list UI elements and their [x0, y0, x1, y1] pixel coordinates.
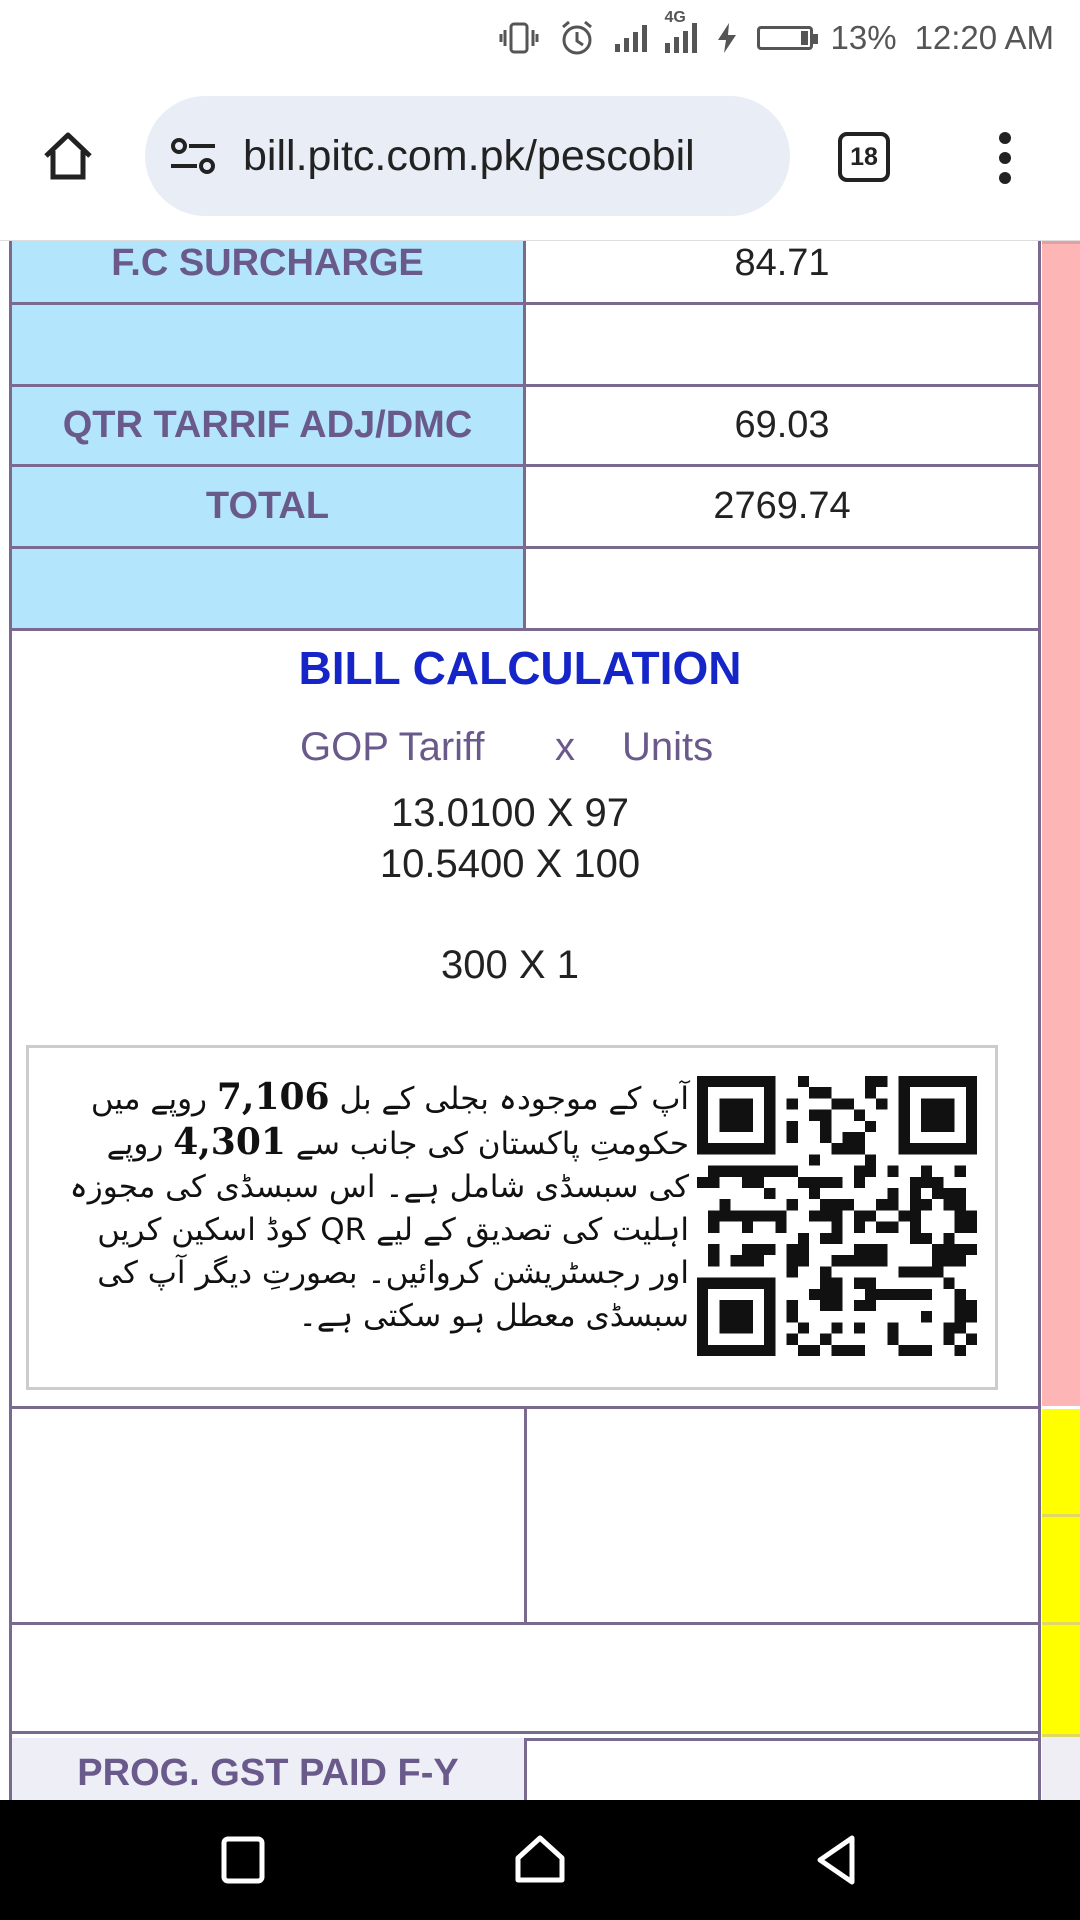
gst-label: PROG. GST PAID F-Y — [77, 1751, 459, 1794]
system-nav-bar — [0, 1800, 1080, 1920]
subsidy-amount: 4,301 — [173, 1121, 286, 1163]
bill-page — [0, 240, 1080, 1801]
table-border-right — [1038, 241, 1041, 1801]
menu-icon[interactable] — [990, 132, 1020, 192]
row-value-total: 2769.74 — [526, 467, 1038, 549]
side-cell-yellow-1 — [1042, 1409, 1080, 1517]
row-label-total: TOTAL — [12, 467, 526, 549]
subsidy-notice-text — [59, 1076, 689, 1338]
multiply-symbol: x — [555, 725, 575, 769]
calc-line-1: 13.0100 X 97 — [391, 791, 629, 835]
col-divider — [524, 1406, 527, 1624]
gop-tariff-header: GOP Tariff — [300, 725, 485, 769]
row-value-empty-1 — [526, 305, 1038, 387]
units-header: Units — [622, 725, 714, 769]
recents-icon[interactable] — [213, 1830, 273, 1890]
notice-part-2: روپے میں حکومتِ پاکستان کی جانب سے — [90, 1081, 689, 1162]
row-divider — [527, 1738, 1038, 1741]
url-text[interactable]: bill.pitc.com.pk/pescobil — [243, 131, 695, 180]
home-icon[interactable] — [40, 128, 96, 184]
bill-amount: 7,106 — [216, 1076, 330, 1118]
back-icon[interactable] — [808, 1830, 868, 1890]
address-bar[interactable] — [145, 96, 790, 216]
row-value-qtr-tariff: 69.03 — [526, 387, 1038, 467]
row-label-fc-surcharge: F.C SURCHARGE — [12, 240, 526, 305]
tab-count: 18 — [850, 142, 878, 171]
alarm-icon — [557, 18, 597, 58]
clock: 12:20 AM — [914, 19, 1054, 56]
row-label-empty-2 — [12, 549, 526, 631]
subsidy-notice-box — [26, 1045, 998, 1390]
side-column-pink — [1042, 241, 1080, 1406]
row-divider — [12, 1731, 1038, 1734]
row-divider — [12, 1622, 1038, 1625]
status-bar — [0, 0, 1080, 76]
side-cell-yellow-3 — [1042, 1625, 1080, 1737]
qr-code[interactable] — [697, 1076, 977, 1356]
row-label-qtr-tariff: QTR TARRIF ADJ/DMC — [12, 387, 526, 467]
tabs-icon[interactable] — [838, 132, 890, 182]
charging-icon — [715, 21, 739, 55]
notice-part-1: آپ کے موجودہ بجلی کے بل — [329, 1081, 689, 1117]
home-nav-icon[interactable] — [510, 1830, 570, 1890]
browser-toolbar — [0, 88, 1080, 218]
notice-part-3: روپے کی سبسڈی شامل ہے۔ اس سبسڈی کی مجوزہ اہلیت کی تصدیق کے لیے QR کوڈ اسکین کریں اور رجسٹریشن کروائیں۔ بصورتِ دیگر آپ کی سبسڈی معطل ہو سکتی ہے۔ — [69, 1126, 689, 1334]
calc-line-3: 300 X 1 — [441, 943, 579, 987]
row-value-fc-surcharge: 84.71 — [526, 240, 1038, 305]
signal-4g-icon: 4G — [665, 23, 697, 53]
signal-icon — [615, 24, 647, 52]
side-cell-grey — [1042, 1737, 1080, 1801]
calc-line-2: 10.5400 X 100 — [379, 842, 641, 886]
side-divider — [1042, 241, 1080, 244]
col-divider — [524, 1738, 527, 1801]
side-cell-yellow-2 — [1042, 1517, 1080, 1625]
gst-label-cell — [12, 1738, 524, 1801]
vibrate-icon — [499, 18, 539, 58]
battery-icon — [757, 26, 813, 50]
row-value-empty-2 — [526, 549, 1038, 631]
bill-calculation-title: BILL CALCULATION — [298, 642, 742, 694]
battery-percent: 13% — [830, 19, 897, 56]
row-label-empty-1 — [12, 305, 526, 387]
site-settings-icon[interactable] — [169, 136, 217, 176]
